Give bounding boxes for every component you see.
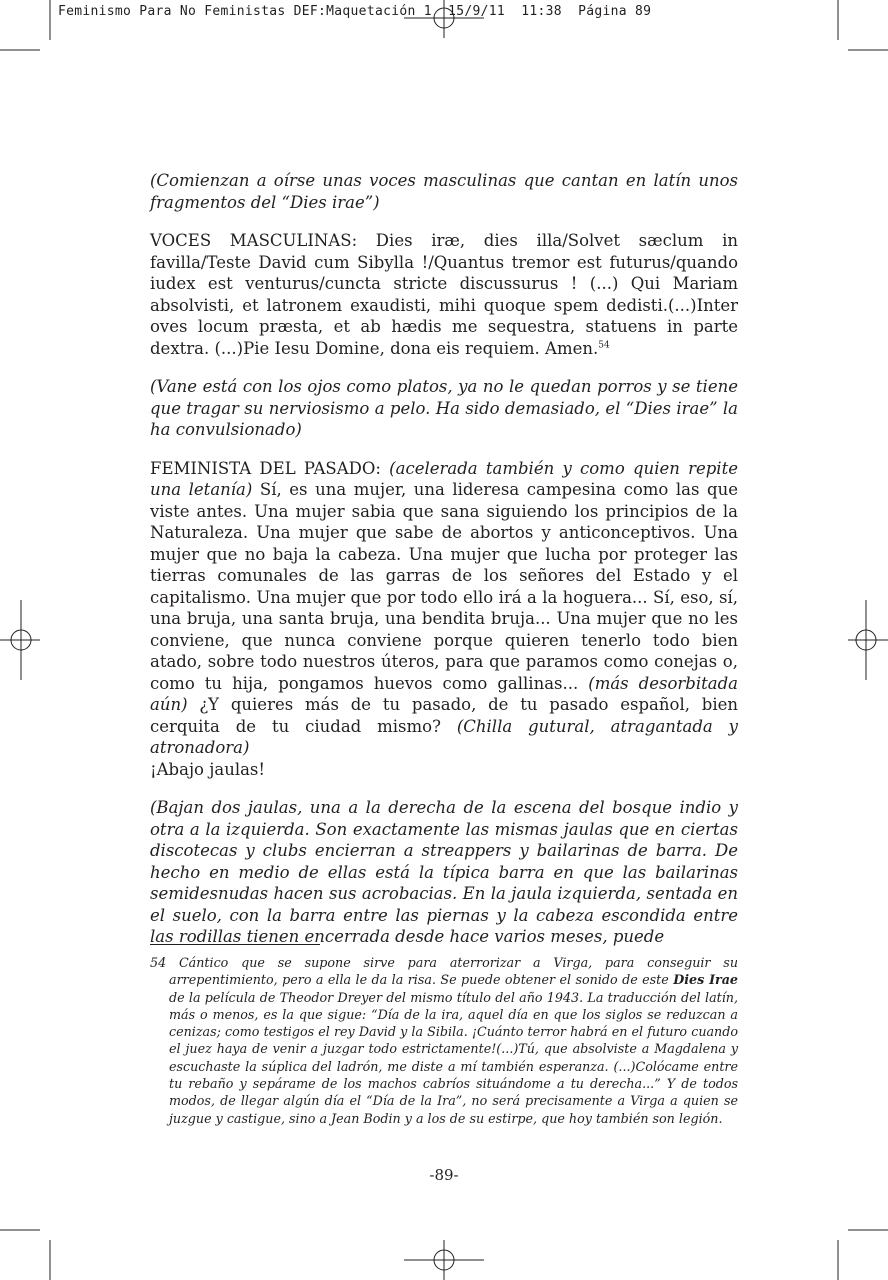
dialogue-paragraph [150,458,738,781]
footnote [150,954,738,1127]
registration-mark-left [0,600,40,680]
inline-direction: (Chilla gutural, atragantada y atronadora) [150,716,738,757]
footnote-text: de la película de Theodor Dreyer del mismo título del año 1943. La traducción del latín, más o menos, es la que sigue: “Día de la ira, aquel día en que los siglos se reduzcan a cenizas; como testigos el rey David y la Sibila. ¡Cuánto terror habrá en el futuro cuando el juez haya de venir a juzgar todo estrictamente!(...)Tú, que absolviste a Magdalena y escuchaste la súplica del ladrón, me diste a mí también esperanza. (...)Colócame entre tu rebaño y sepárame de los machos cabríos situándome a tu derecha...” Y de todos modos, de llegar algún día el “Día de la Ira”, no será precisamente a Virga a quien se juzgue y castigue, sino a Jean Bodin y a los de su estirpe, que hoy también son legión. [169,989,738,1126]
page-number: -89- [429,1166,459,1184]
inline-direction: (más desorbitada aún) [150,673,738,714]
footnote-number: 54 [150,955,167,970]
stage-direction: (Bajan dos jaulas, una a la derecha de la escena del bosque indio y otra a la izquierda. Son exactamente las mismas jaulas que en ciertas discotecas y clubs encierran a streappers y bailarinas de barra. De hecho en medio de ellas está la típica barra en que las bailarinas semidesnudas hacen sus acrobacias. En la jaula izquierda, sentada en el suelo, con la barra entre las piernas y la cabeza escondida entre las rodillas tienen encerrada desde hace varios meses, puede [150,798,738,946]
registration-mark-right [848,600,888,680]
page-body [150,170,738,965]
dialogue-text: Sí, es una mujer, una lideresa campesina como las que viste antes. Una mujer sabia que sana siguiendo los principios de la Naturaleza. Una mujer que sabe de abortos y anticonceptivos. Una mujer que no baja la cabeza. Una mujer que lucha por proteger las tierras comunales de las garras de los señores del Estado y el capitalismo. Una mujer que por todo ello irá a la hoguera... Sí, eso, sí, una bruja, una santa bruja, una bendita bruja... Una mujer que no les conviene, que nunca conviene porque quieren tenerlo todo bien atado, sobre todo nuestros úteros, para que paramos como conejas o, como tu hija, pongamos huevos como gallinas... [150,480,738,693]
inline-direction: (acelerada también y como quien repite una letanía) [150,458,738,499]
registration-mark-bottom [404,1240,484,1280]
dialogue-text: ¡Abajo jaulas! [150,759,266,779]
speaker-name: VOCES MASCULINAS: [150,231,358,250]
dialogue-text: ¿Y quieres más de tu pasado, de tu pasado español, bien cerquita de tu ciudad mismo? [150,695,738,736]
print-slug: Feminismo Para No Feministas DEF:Maquetación 1 15/9/11 11:38 Página 89 [58,4,652,19]
stage-direction: (Vane está con los ojos como platos, ya no le quedan porros y se tiene que tragar su nerviosismo a pelo. Ha sido demasiado, el “Dies irae” la ha convulsionado) [150,377,738,439]
footnote-divider [150,944,320,945]
dialogue-text: Dies iræ, dies illa/Solvet sæclum in favilla/Teste David cum Sibylla !/Quantus tremor est futurus/quando iudex est venturus/cuncta stricte discussurus ! (...) Qui Mariam absolvisti, et latronem exaudisti, mihi quoque spem dedisti.(...)Inter oves locum præsta, et ab hædis me sequestra, statuens in parte dextra. (...)Pie Iesu Domine, dona eis requiem. Amen. [150,231,738,358]
footnote-title: Dies Irae [673,972,738,988]
stage-direction: (Comienzan a oírse unas voces masculinas que cantan en latín unos fragmentos del “Dies irae”) [150,171,738,212]
dialogue-paragraph [150,230,738,359]
footnote-text: Cántico que se supone sirve para aterrorizar a Virga, para conseguir su arrepentimiento, pero a ella le da la risa. Se puede obtener el sonido de este [166,955,738,988]
footnote-reference: 54 [598,340,610,350]
speaker-name: FEMINISTA DEL PASADO: [150,458,381,478]
registration-mark-top [404,0,484,38]
